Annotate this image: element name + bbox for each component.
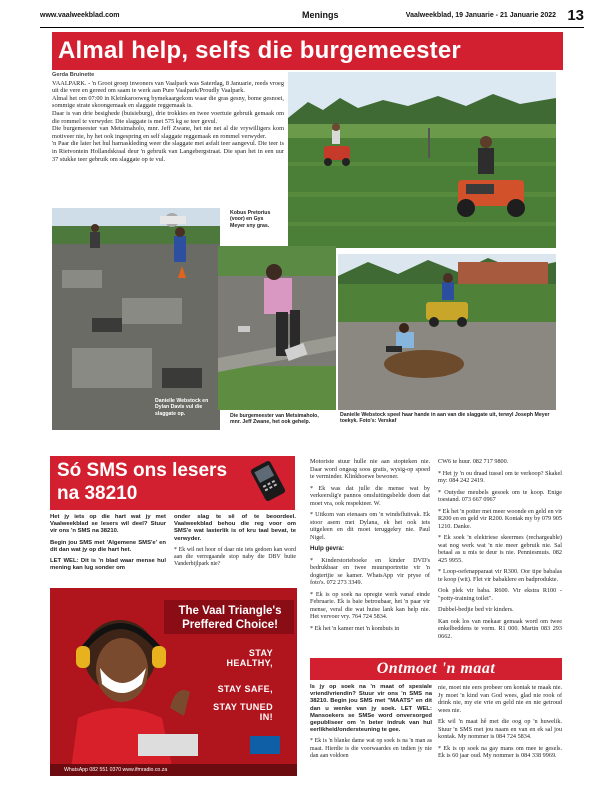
classified-item: * Loop-oefenapparaat vir R300. Oor tipe babalas te koop (wit). Flet vir babaklere en badprodukte. bbox=[438, 568, 562, 583]
sms-message: * Ek is op soek na opregte werk vanaf einde Februarie. Ek is baie betroubaar, het 'n paar vir mense, veral die wat huise lank kan help nie. Het vervoer vry. 764 724 5834. bbox=[310, 590, 430, 620]
ontmoet-message: Ek wil 'n maat hê met die oog op 'n huwelik. Stuur 'n SMS met jou naam en van en ek sal jou kontak. My nommer is 084 724 5834. bbox=[438, 718, 562, 740]
classified-item: Dubbel-bedjie bed vir kinders. bbox=[438, 606, 514, 613]
ontmoet-col1 bbox=[310, 684, 432, 764]
ad-footer[interactable]: WhatsApp 082 551 0370 www.ifmradio.co.za bbox=[50, 764, 297, 776]
issue-date: Vaalweekblad, 19 Januarie - 21 Januarie 2022 bbox=[405, 12, 556, 19]
sms-intro-text: onder slag te sê of te beoordeel. Vaalweekblad behou die reg voor om SMS'e wat lasterlik is of kru taal bevat, te verwyder. bbox=[174, 514, 296, 542]
article-paragraph: Daar is van drie besighede (buisieburg), drie trokkies en twee voertuie gebruik gemaak om die rommel te verwyder. Die slaggate is met 575 kg se teer gevul. bbox=[52, 109, 284, 125]
ad-slogan-3: STAY TUNED IN! bbox=[213, 702, 273, 722]
sms-banner bbox=[50, 456, 295, 510]
ontmoet-message: * Ek is op soek na gay mans om mee te gesels. Ek is 60 jaar oud. My nommer is 084 338 9969. bbox=[438, 744, 562, 759]
radio-advertisement[interactable] bbox=[50, 588, 297, 776]
caption-main: Danielle Webstock speel haar hande in aan van die slaggate uit, terwyl Joseph Meyer toekyk. Foto's: Verskaf bbox=[340, 412, 550, 425]
sms-subheading: Hulp gevra: bbox=[310, 545, 345, 552]
classified-item: Ook plek vir baba. R600. Vir ekstra R100 - "potty-training toilet". bbox=[438, 587, 562, 602]
ontmoet-title: Ontmoet 'n maat bbox=[312, 660, 560, 678]
sms-intro-text: LET WEL: Dit is 'n blad waar mense hul mening kan lug sonder om bbox=[50, 558, 166, 572]
site-url[interactable]: www.vaalweekblad.com bbox=[40, 12, 120, 19]
ontmoet-intro: Is jy op soek na 'n maat of spesiale vriend/vriendin? Stuur vir ons 'n SMS na 38210. Begin jou SMS met "MAATS" en dit dan u wenke van jy soek. LET WEL: Mansoekers se SMSe word onversorged gepubliseer om 'n beter indruk van hul eerlikheid/ondersteuning te gee. bbox=[310, 684, 432, 734]
classified-item: * Outydse meubels gesoek om te koop. Enige toestand. 073 667 0967 bbox=[438, 488, 562, 503]
classified-item: CW6 te huur. 082 717 9800. bbox=[438, 458, 509, 465]
photo-mayor bbox=[218, 246, 336, 410]
sms-title: Só SMS ons lesers na 38210 bbox=[57, 460, 228, 504]
sms-intro-text: Het jy iets op die hart wat jy met Vaalweekblad se lesers wil deel? Stuur vir ons 'n SMS na 38210. bbox=[50, 514, 166, 535]
classifieds-col bbox=[438, 458, 562, 644]
ad-slogan-2: STAY SAFE, bbox=[217, 684, 273, 694]
classified-item: Kan ook los van mekaar gemaak word om twee enkelbeddens te vorm. R1 000. Martin 083 293 0662. bbox=[438, 617, 562, 640]
classified-item: * Ek het 'n potter met meer woonde en geld en vir R200 en en geld vir R200. Kontak my by 079 905 1210. Danke. bbox=[438, 507, 562, 530]
page-header bbox=[40, 6, 584, 28]
sms-intro-col1 bbox=[50, 514, 166, 576]
article-paragraph: VAALPARK. - 'n Groot groep inwoners van Vaalpark was Saterdag, 8 Januarie, reeds vroeg uit die vere en gereed om saam te werk aan Pure Vaalpark/Proudly Vaalpark. bbox=[52, 79, 284, 95]
ontmoet-message: nie, moet nie eers probeer om kontak te maak nie. Jy moet 'n kind van God wees, glad nie rook of drink nie, my eie vrie en geld nie en nie getroud wees nie. bbox=[438, 684, 562, 714]
sms-messages-col bbox=[310, 458, 430, 636]
photo-road-workers bbox=[52, 208, 220, 430]
page-number: 13 bbox=[567, 7, 584, 24]
ontmoet-col2 bbox=[438, 684, 562, 764]
article-paragraph: Almal het om 07:00 in Kleinkarooweg bymekaargekom waar die gras gesny, bome gesnoei, sommige strate skoongemaak en slaggate reggemaak is. bbox=[52, 94, 284, 110]
ad-headline: The Vaal Triangle's Preffered Choice! bbox=[178, 605, 282, 631]
sms-message: * Ek het 'n kamer met 'n kombuis in bbox=[310, 624, 400, 632]
sms-message: * Uitkom van eienaars om 'n windsfluitvak. Ek stoor asem met Dylana, ek het ook iets uitgeleen en dit moet teruggekry nie. Paul Nigel. bbox=[310, 511, 430, 541]
sms-intro-text: * Ek wil net hoor of daar nie iets gedoen kan word aan die verregaande stop naby die DBV buite Vanderbijlpark nie? bbox=[174, 546, 296, 568]
caption-danielle: Danielle Webstock en Dylan Davis vul die slaggate op. bbox=[155, 398, 209, 417]
article-paragraph: Die burgemeester van Metsimaholo, mnr. Jeff Zwane, het nie net al die vrywilligers kom motiveer nie, hy het ook ingespring en self slaggate reggemaak en rommel verwyder. bbox=[52, 125, 284, 140]
caption-mayor: Die burgemeester van Metsimaholo, mnr. Jeff Zwane, het ook gehelp. bbox=[230, 413, 319, 426]
section-title: Menings bbox=[302, 10, 339, 20]
ontmoet-banner bbox=[310, 658, 562, 680]
header-rule bbox=[40, 27, 584, 28]
photo-mowing bbox=[288, 72, 556, 248]
sms-intro-text: Begin jou SMS met 'Algemene SMS'e' en dit dan wat jy op die hart het. bbox=[50, 539, 166, 553]
article-paragraph: 'n Paar die later het hul harnaskleding weer die slaggate met asfalt teer aangevul. Die teer is in Rietvontein Hollandskraal deur 'n gebruik van Langebergstraat. Die span het in een uur 37 stukke teer gebruik om slaggate op te vul. bbox=[52, 140, 284, 163]
sms-message: Motoriste stuur hulle nie aan stopteken nie. Daar word ongeag soos gratis, wysig-op spoed te verminder. Klinkhoewe bewoner. bbox=[310, 458, 430, 480]
sms-message: * Ek was dat julle die mense wat by verkeerslig'e pannos omsluitingsbelde doen dat moet vra, ook respekteer. W. bbox=[310, 484, 430, 507]
mobile-phone-icon bbox=[243, 461, 291, 501]
main-article bbox=[52, 72, 284, 163]
classified-item: * Ek soek 'n elektriese skeermes (rechargeable) wat nog werk wat 'n nie meer gebruik nie. Sal betaal as u mis te deur is nie. Penniesmuis. 082 425 9955. bbox=[438, 534, 562, 564]
photo-pothole bbox=[338, 254, 556, 410]
sms-message: * Kinderstorieboeke en kinder DVD's bedrukbaar en twee muursportrette vir 'n dogtertjie se kamer. WhatsApp vir pryse of foto's. 072 273 3349. bbox=[310, 556, 430, 586]
caption-kobus: Kobus Pretorius (voor) en Gys Meyer sny gras. bbox=[230, 210, 271, 229]
article-byline: Gerda Bruinette bbox=[52, 72, 95, 78]
ad-slogan-1: STAY HEALTHY, bbox=[226, 648, 273, 668]
headline-banner: Almal help, selfs die burgemeester bbox=[52, 32, 563, 70]
ontmoet-message: * Ek is 'n blanke dame wat op soek is na 'n man as maat. Hierdie is die voorwaardes en indien jy nie dan aan voldoen bbox=[310, 738, 432, 759]
classified-item: * Het jy 'n ou draad tussel om te verkoop? Skakel my: 084 242 2419. bbox=[438, 469, 562, 484]
sms-intro-col2 bbox=[174, 514, 296, 572]
